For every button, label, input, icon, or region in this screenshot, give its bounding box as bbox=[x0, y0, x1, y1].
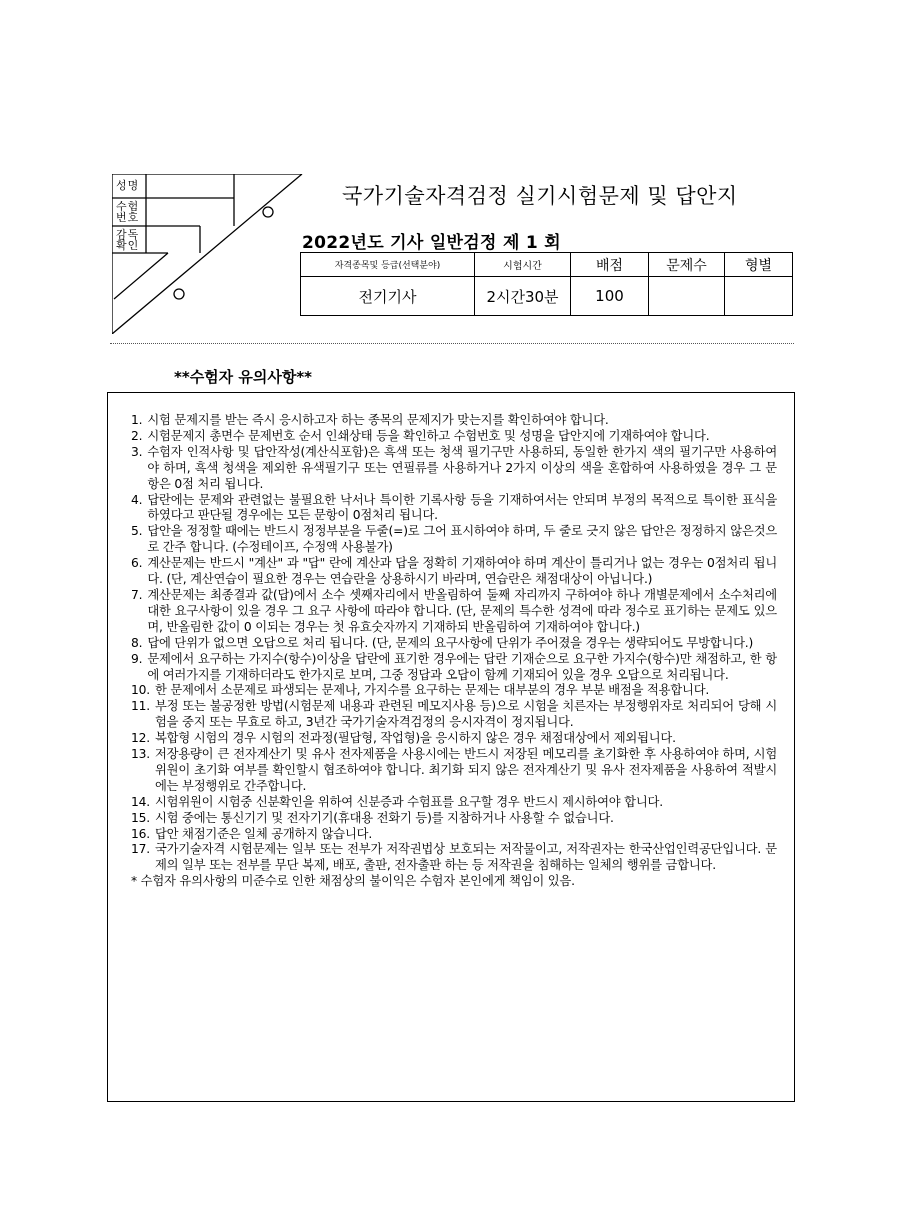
document-title: 국가기술자격검정 실기시험문제 및 답안지 bbox=[342, 184, 738, 208]
item-number: 5. bbox=[131, 524, 143, 539]
item-number: 7. bbox=[131, 587, 143, 602]
list-item bbox=[131, 842, 777, 874]
list-item bbox=[131, 556, 777, 588]
item-text: 시험위원이 시험중 신분확인을 위하여 신분증과 수험표를 요구할 경우 반드시 제시하여야 합니다. bbox=[154, 794, 663, 809]
item-number: 17. bbox=[131, 842, 150, 857]
item-text: 문제에서 요구하는 가지수(항수)이상을 답란에 표기한 경우에는 답란 기재순으로 요구한 가지수(항수)만 채점하고, 한 항에 여러가지를 기재하더라도 한가지로 보며, 그중 정답과 오답이 함께 기재되어 있을 경우 오답으로 처리됩니다. bbox=[147, 651, 777, 682]
qualification-value: 전기기사 bbox=[301, 277, 475, 316]
item-number: 15. bbox=[131, 810, 150, 825]
item-text: 답안 채점기준은 일체 공개하지 않습니다. bbox=[154, 826, 373, 841]
caution-list bbox=[131, 413, 777, 890]
list-item bbox=[131, 493, 777, 525]
item-text: 계산문제는 반드시 "계산" 과 "답" 란에 계산과 답을 정확히 기재하여야 하며 계산이 틀리거나 없는 경우는 0점처리 됩니다. (단, 계산연습이 필요한 경우는 연습란을 상용하시기 바라며, 연습란은 채점대상이 아닙니다.) bbox=[147, 556, 777, 587]
item-number: 14. bbox=[131, 794, 150, 809]
exam-info-table bbox=[300, 252, 793, 316]
item-number: 11. bbox=[131, 699, 150, 714]
qualification-header: 자격종목및 등급(선택분야) bbox=[301, 253, 475, 277]
list-item bbox=[131, 429, 777, 445]
list-item bbox=[131, 413, 777, 429]
dotted-divider bbox=[110, 343, 794, 344]
exam-type-header: 형별 bbox=[725, 253, 793, 277]
item-number: 6. bbox=[131, 556, 143, 571]
list-item bbox=[131, 445, 777, 493]
score-header: 배점 bbox=[571, 253, 649, 277]
item-text: 부정 또는 불공정한 방법(시험문제 내용과 관련된 메모지사용 등)으로 시험을 치른자는 부정행위자로 처리되어 당해 시험을 중지 또는 무효로 하고, 3년간 국가기술자격검정의 응시자격이 정지됩니다. bbox=[154, 699, 777, 730]
question-count-header: 문제수 bbox=[649, 253, 725, 277]
list-item bbox=[131, 652, 777, 684]
list-item bbox=[131, 636, 777, 652]
item-text: 시험문제지 총면수 문제번호 순서 인쇄상태 등을 확인하고 수험번호 및 성명을 답안지에 기재하여야 합니다. bbox=[147, 428, 710, 443]
list-item bbox=[131, 683, 777, 699]
item-number: 13. bbox=[131, 747, 150, 762]
item-text: 수험자 인적사항 및 답안작성(계산식포함)은 흑색 또는 청색 필기구만 사용하되, 동일한 한가지 색의 필기구만 사용하여야 하며, 흑색 청색을 제외한 유색필기구 또는 연필류를 사용하거나 2가지 이상의 색을 혼합하여 사용하였을 경우 그 문항은 0점 처리 됩니다. bbox=[147, 444, 777, 491]
item-number: 1. bbox=[131, 413, 143, 427]
item-text: 한 문제에서 소문제로 파생되는 문제나, 가지수를 요구하는 문제는 대부분의 경우 부분 배점을 적용합니다. bbox=[154, 683, 710, 698]
item-number: 16. bbox=[131, 826, 150, 841]
item-number: 4. bbox=[131, 492, 143, 507]
item-number: 2. bbox=[131, 428, 143, 443]
exam-session-title: 2022년도 기사 일반검정 제 1 회 bbox=[302, 233, 561, 253]
item-number: 12. bbox=[131, 731, 150, 746]
item-number: 9. bbox=[131, 651, 143, 666]
exam-info-header-row bbox=[301, 253, 793, 277]
item-text: 답안을 정정할 때에는 반드시 정정부분을 두줄(=)로 그어 표시하여야 하며, 두 줄로 긋지 않은 답안은 정정하지 않은것으로 간주 합니다. (수정테이프, 수정액 사용불가) bbox=[147, 524, 777, 555]
item-text: 답란에는 문제와 관련없는 불필요한 낙서나 특이한 기록사항 등을 기재하여서는 안되며 부정의 목적으로 특이한 표식을 하였다고 판단될 경우에는 모든 문항이 0점처리 됩니다. bbox=[147, 492, 777, 523]
item-number: 3. bbox=[131, 444, 143, 459]
list-item bbox=[131, 811, 777, 827]
exam-info-value-row bbox=[301, 277, 793, 316]
list-item bbox=[131, 731, 777, 747]
exam-time-header: 시험시간 bbox=[475, 253, 571, 277]
supervisor-check-label: 감독 확인 bbox=[116, 228, 140, 252]
item-text: 답에 단위가 없으면 오답으로 처리 됩니다. (단, 문제의 요구사항에 단위가 주어졌을 경우는 생략되어도 무방합니다.) bbox=[147, 635, 754, 650]
item-text: 저장용량이 큰 전자계산기 및 유사 전자제품을 사용시에는 반드시 저장된 메모리를 초기화한 후 사용하여야 하며, 시험위원이 초기화 여부를 확인할시 협조하여야 합니다. 최기화 되지 않은 전자계산기 및 유사 전자제품을 사용하여 적발시에는 부정행위로 간주합니다. bbox=[154, 747, 777, 793]
item-text: 국가기술자격 시험문제는 일부 또는 전부가 저작권법상 보호되는 저작물이고, 저작권자는 한국산업인력공단입니다. 문제의 일부 또는 전부를 무단 복제, 배포, 출판, 전자출판 하는 등 저작권을 침해하는 일체의 행위를 금합니다. bbox=[154, 842, 777, 873]
list-item bbox=[131, 827, 777, 843]
list-item bbox=[131, 795, 777, 811]
item-number: 10. bbox=[131, 683, 150, 698]
name-label: 성명 bbox=[116, 179, 140, 192]
question-count-value bbox=[649, 277, 725, 316]
score-value: 100 bbox=[571, 277, 649, 316]
candidate-info-box bbox=[112, 174, 312, 334]
item-text: 복합형 시험의 경우 시험의 전과정(필답형, 작업형)을 응시하지 않은 경우 채점대상에서 제외됩니다. bbox=[154, 731, 676, 746]
item-text: 시험 중에는 통신기기 및 전자기기(휴대용 전화기 등)를 지참하거나 사용할 수 없습니다. bbox=[154, 810, 614, 825]
caution-heading: **수험자 유의사항** bbox=[174, 368, 313, 386]
exam-time-value: 2시간30분 bbox=[475, 277, 571, 316]
exam-type-value bbox=[725, 277, 793, 316]
list-item bbox=[131, 524, 777, 556]
exam-number-label: 수험 번호 bbox=[116, 200, 140, 224]
candidate-info-lines bbox=[112, 174, 312, 334]
item-number: 8. bbox=[131, 635, 143, 650]
list-item bbox=[131, 747, 777, 795]
item-text: 계산문제는 최종결과 값(답)에서 소수 셋째자리에서 반올림하여 둘째 자리까지 구하여야 하나 개별문제에서 소수처리에 대한 요구사항이 있을 경우 그 요구 사항에 따라야 합니다. (단, 문제의 특수한 성격에 따라 정수로 표기하는 문제도 있으며, 반올림한 값이 0 이되는 경우는 첫 유효숫자까지 기재하되 반올림하여 기재하여야 합니다.) bbox=[147, 587, 777, 634]
list-item bbox=[131, 588, 777, 636]
list-item bbox=[131, 699, 777, 731]
caution-footnote: * 수험자 유의사항의 미준수로 인한 채점상의 불이익은 수험자 본인에게 책임이 있음. bbox=[131, 874, 575, 889]
item-text: 시험 문제지를 받는 즉시 응시하고자 하는 종목의 문제지가 맞는지를 확인하여야 합니다. bbox=[147, 413, 609, 427]
